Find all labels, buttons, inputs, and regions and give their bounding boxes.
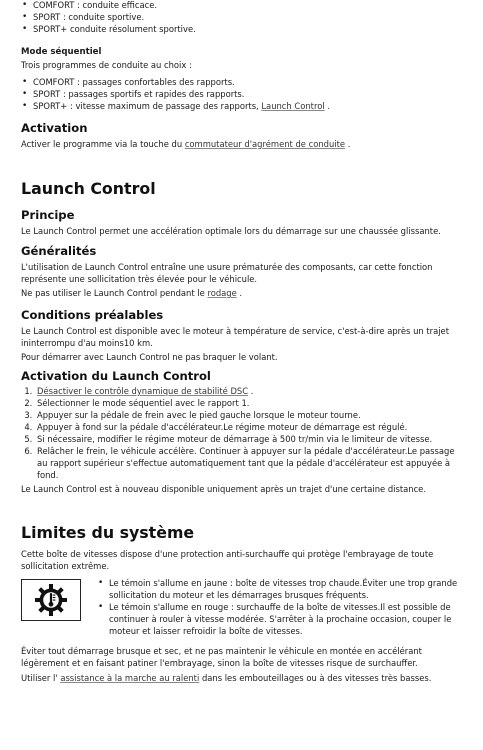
list-item: • COMFORT : passages confortables des rapports. bbox=[33, 76, 465, 88]
list-item: • SPORT+ conduite résolument sportive. bbox=[33, 23, 465, 35]
gearbox-temperature-icon bbox=[21, 579, 81, 621]
list-item-suffix: . bbox=[324, 101, 330, 111]
list-item: • SPORT : conduite sportive. bbox=[33, 11, 465, 23]
sequential-mode-list bbox=[21, 76, 465, 112]
list-item: • Le témoin s'allume en jaune : boîte de vitesses trop chaude.Éviter une trop grande sollicitation du moteur et les démarrages brusques fréquents. bbox=[109, 577, 465, 601]
list-item: • COMFORT : conduite efficace. bbox=[33, 0, 465, 11]
drive-mode-list bbox=[21, 0, 465, 35]
step-item: 5. Si nécessaire, modifier le régime moteur de démarrage à 500 tr/min via le limiteur de vitesse. bbox=[35, 433, 465, 445]
list-item bbox=[33, 100, 465, 112]
launch-activation-heading: Activation du Launch Control bbox=[21, 369, 211, 383]
step-item bbox=[35, 385, 465, 397]
activation-text-after: . bbox=[345, 139, 351, 149]
principe-heading: Principe bbox=[21, 208, 75, 222]
principe-text: Le Launch Control permet une accélération optimale lors du démarrage sur une chaussée glissante. bbox=[21, 226, 441, 236]
conditions-heading: Conditions préalables bbox=[21, 308, 164, 322]
list-item-text: SPORT+ : vitesse maximum de passage des rapports, bbox=[33, 101, 262, 111]
limites-text-2-before: Utiliser l' bbox=[21, 673, 61, 683]
limites-text-1: Éviter tout démarrage brusque et sec, et ne pas maintenir le véhicule en montée en accélérant légèrement et en faisant patiner l'embrayage, sinon la boîte de vitesses risque de surchauffer. bbox=[21, 646, 422, 668]
drive-switch-link[interactable]: commutateur d'agrément de conduite bbox=[184, 139, 346, 149]
list-item: • Le témoin s'allume en rouge : surchauffe de la boîte de vitesses.Il est possible de continuer à rouler à vitesse modérée. S'arrêter à la prochaine occasion, couper le moteur et laisser refroidir la boîte de vitesses. bbox=[109, 601, 465, 637]
limites-text-2 bbox=[21, 672, 465, 684]
conditions-text-2: Pour démarrer avec Launch Control ne pas braquer le volant. bbox=[21, 352, 278, 362]
step-item: 6. Relâcher le frein, le véhicule accélère. Continuer à appuyer sur la pédale d'accélérateur.Le passage au rapport supérieur s'effectue automatiquement tant que la pédale d'accélérateur est appuyée à fond. bbox=[35, 445, 465, 481]
step-item: 3. Appuyer sur la pédale de frein avec le pied gauche lorsque le moteur tourne. bbox=[35, 409, 465, 421]
launch-control-title: Launch Control bbox=[21, 179, 156, 198]
step-item: 4. Appuyer à fond sur la pédale d'accélérateur.Le régime moteur de démarrage est régulé. bbox=[35, 421, 465, 433]
launch-control-link[interactable]: Launch Control bbox=[261, 101, 325, 111]
rodage-text-before: Ne pas utiliser le Launch Control pendant le bbox=[21, 288, 208, 298]
conditions-text: Le Launch Control est disponible avec le moteur à température de service, c'est-à-dire après un trajet ininterrompu d'au moins10 km. bbox=[21, 326, 449, 348]
activation-text-before: Activer le programme via la touche du bbox=[21, 139, 185, 149]
warning-block bbox=[21, 577, 465, 637]
sequential-mode-intro: Trois programmes de conduite au choix : bbox=[21, 60, 192, 70]
step-suffix: . bbox=[248, 386, 254, 396]
dsc-link[interactable]: Désactiver le contrôle dynamique de stabilité DSC bbox=[37, 386, 249, 396]
after-steps-text: Le Launch Control est à nouveau disponible uniquement après un trajet d'une certaine distance. bbox=[21, 484, 427, 494]
generalites-text: L'utilisation de Launch Control entraîne une usure prématurée des composants, car cette fonction représente une sollicitation très élevée pour le véhicule. bbox=[21, 262, 433, 284]
activation-text bbox=[21, 138, 465, 150]
activation-steps bbox=[21, 385, 465, 481]
limites-intro: Cette boîte de vitesses dispose d'une protection anti-surchauffe qui protège l'embrayage de toute sollicitation extrême. bbox=[21, 549, 434, 571]
limites-title: Limites du système bbox=[21, 523, 195, 542]
activation-heading: Activation bbox=[21, 121, 88, 135]
step-item: 2. Sélectionner le mode séquentiel avec le rapport 1. bbox=[35, 397, 465, 409]
warning-list bbox=[95, 577, 465, 637]
limites-text-2-after: dans les embouteillages ou à des vitesses très basses. bbox=[199, 673, 432, 683]
list-item: • SPORT : passages sportifs et rapides des rapports. bbox=[33, 88, 465, 100]
rodage-link[interactable]: rodage bbox=[207, 288, 237, 298]
generalites-heading: Généralités bbox=[21, 244, 97, 258]
rodage-text bbox=[21, 287, 465, 299]
sequential-mode-heading: Mode séquentiel bbox=[21, 47, 102, 57]
idle-assist-link[interactable]: assistance à la marche au ralenti bbox=[60, 673, 200, 683]
rodage-text-after: . bbox=[236, 288, 243, 298]
